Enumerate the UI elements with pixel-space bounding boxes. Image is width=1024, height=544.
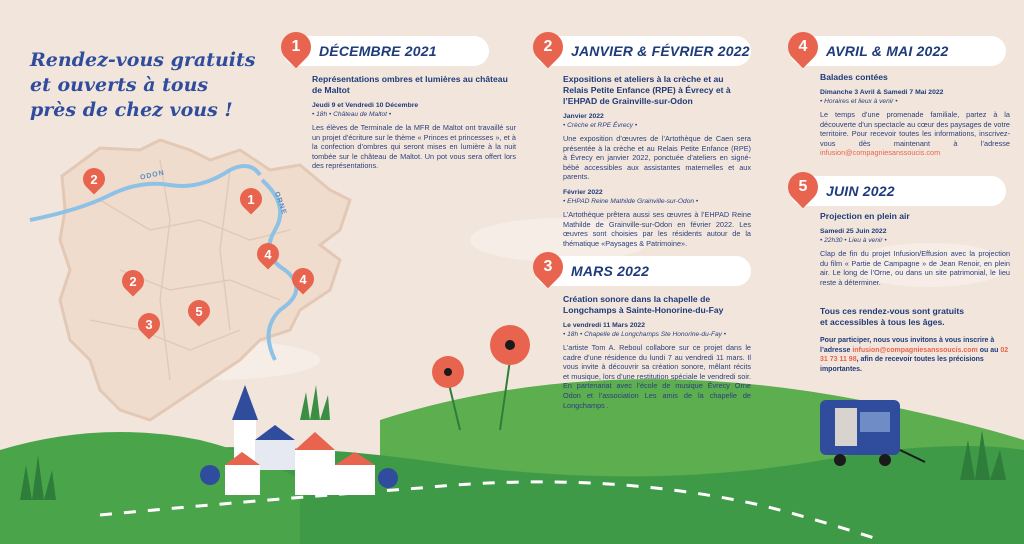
section-number-badge: 4: [782, 26, 824, 68]
section-header-2: [535, 36, 751, 66]
section-number-badge: 5: [782, 166, 824, 208]
section-body-3: [563, 294, 751, 416]
river-label-orne: ORNE: [272, 190, 288, 217]
section-header-3: [535, 256, 751, 286]
section-title: MARS 2022: [571, 263, 650, 279]
closing-heading: Tous ces rendez-vous sont gratuits et accessibles à tous les âges.: [820, 306, 965, 327]
event-time-place: • 18h • Château de Maltot •: [312, 111, 392, 118]
intro-line-2: et ouverts à tous: [30, 74, 209, 96]
map-pin-2[interactable]: 2: [78, 163, 109, 194]
event-time-place: • 22h30 • Lieu à venir •: [820, 237, 887, 244]
section-number-badge: 2: [527, 26, 569, 68]
event-date: Dimanche 3 Avril & Samedi 7 Mai 2022: [820, 89, 944, 96]
event-description: L’Artothèque prêtera aussi ses œuvres à l’EHPAD Reine Mathilde de Grainville-sur-Odon en février 2022. Les œuvres sont choisies par les résidents autour de la thématique «Paysages & Patrimoine».: [563, 209, 751, 248]
intro-line-1: Rendez-vous gratuits: [30, 49, 256, 71]
event-date: Janvier 2022: [563, 113, 604, 120]
section-body-4: [820, 72, 1010, 164]
grass-tuft: [300, 385, 330, 420]
section-body-5: [820, 211, 1010, 293]
map-pin-3[interactable]: 3: [133, 308, 164, 339]
event-heading: Représentations ombres et lumières au château de Maltot: [312, 74, 508, 95]
section-title: AVRIL & MAI 2022: [826, 43, 949, 59]
section-title: DÉCEMBRE 2021: [319, 43, 437, 59]
phone-link[interactable]: 02 31 73 11 98: [820, 346, 1009, 364]
intro-title: [30, 48, 270, 123]
event-time-place: • Crèche et RPE Évrecy •: [563, 122, 638, 129]
section-title: JANVIER & FÉVRIER 2022: [571, 43, 750, 59]
map-pin-1[interactable]: 1: [235, 183, 266, 214]
event-date: Le vendredi 11 Mars 2022: [563, 322, 645, 329]
event-time-place: • EHPAD Reine Mathilde Grainville-sur-Odon •: [563, 197, 699, 205]
section-number-badge: 3: [527, 246, 569, 288]
map-pin-4-b[interactable]: 4: [287, 263, 318, 294]
event-description: Le temps d’une promenade familiale, partez à la découverte d’un spectacle au cœur des paysages de votre territoire. Pour recevoir toutes les informations, inscrivez-vous dès maintenant à l’adresse infusion@compagniesanssoucis.com: [820, 110, 1010, 158]
event-heading: Balades contées: [820, 72, 888, 82]
section-header-4: [790, 36, 1006, 66]
event-date: Samedi 25 Juin 2022: [820, 228, 887, 235]
event-description: Les élèves de Terminale de la MFR de Maltot ont travaillé sur un projet d’écriture sur le thème « Princes et princesses », et à la confection d’ombres qui seront mises en lumière à la nuit tombée sur le château de Maltot. Un pot vous sera offert lors des représentations.: [312, 123, 516, 171]
event-heading: Projection en plein air: [820, 211, 910, 221]
event-time-place: • 18h • Chapelle de Longchamps Ste Honorine-du-Fay •: [563, 331, 727, 338]
event-description: L’artiste Tom A. Reboul collabore sur ce projet dans le cadre d’une résidence du lundi 7 au vendredi 11 mars. Il vous invite à découvrir sa création sonore, mêlant récits et musique, lors d’une restitution spéciale le vendredi soir. En partenariat avec l’école de musique Évrecy Orne Odon et l’association Les amis de la chapelle de Longchamps .: [563, 343, 751, 410]
map-pin-5[interactable]: 5: [183, 295, 214, 326]
map-pin-4[interactable]: 4: [252, 238, 283, 269]
event-time-place: • Horaires et lieux à venir •: [820, 98, 898, 105]
section-header-1: [283, 36, 489, 66]
section-header-5: [790, 176, 1006, 206]
event-date: Février 2022: [563, 188, 603, 196]
church-spire: [232, 385, 258, 420]
event-heading: Expositions et ateliers à la crèche et au Relais Petite Enfance (RPE) à Évrecy et à l’EHPAD de Grainville-sur-Odon: [563, 74, 731, 106]
map-pin-2-b[interactable]: 2: [117, 265, 148, 296]
intro-line-3: près de chez vous !: [30, 99, 233, 121]
section-number-badge: 1: [275, 26, 317, 68]
section-body-1: [312, 74, 516, 177]
email-link[interactable]: infusion@compagniesanssoucis.com: [852, 346, 978, 354]
event-description: Une exposition d’œuvres de l’Artothèque de Caen sera présentée à la crèche et au Relais Petite Enfance (RPE) à Évrecy en janvier 2022, ponctuée d’ateliers en signé-bébé accessibles aux assistantes maternelles et aux parents.: [563, 134, 751, 182]
event-date: Jeudi 9 et Vendredi 10 Décembre: [312, 102, 419, 109]
closing-block: [820, 306, 1010, 374]
section-title: JUIN 2022: [826, 183, 895, 199]
river-label-odon: ODON: [139, 169, 166, 182]
email-link[interactable]: infusion@compagniesanssoucis.com: [820, 148, 941, 158]
closing-text: Pour participer, nous vous invitons à vous inscrire à l’adresse infusion@compagniesanssoucis.com ou au 02 31 73 11 98, afin de recevoir toutes les précisions importantes.: [820, 337, 1009, 373]
section-body-2: [563, 74, 751, 254]
event-description: Clap de fin du projet Infusion/Effusion avec la projection du film « Partie de Campagne » de Jean Renoir, en plein air. Le long de l’Orne, ou dans un site patrimonial, le lieu reste à déterminer.: [820, 249, 1010, 287]
event-heading: Création sonore dans la chapelle de Longchamps à Sainte-Honorine-du-Fay: [563, 294, 724, 315]
